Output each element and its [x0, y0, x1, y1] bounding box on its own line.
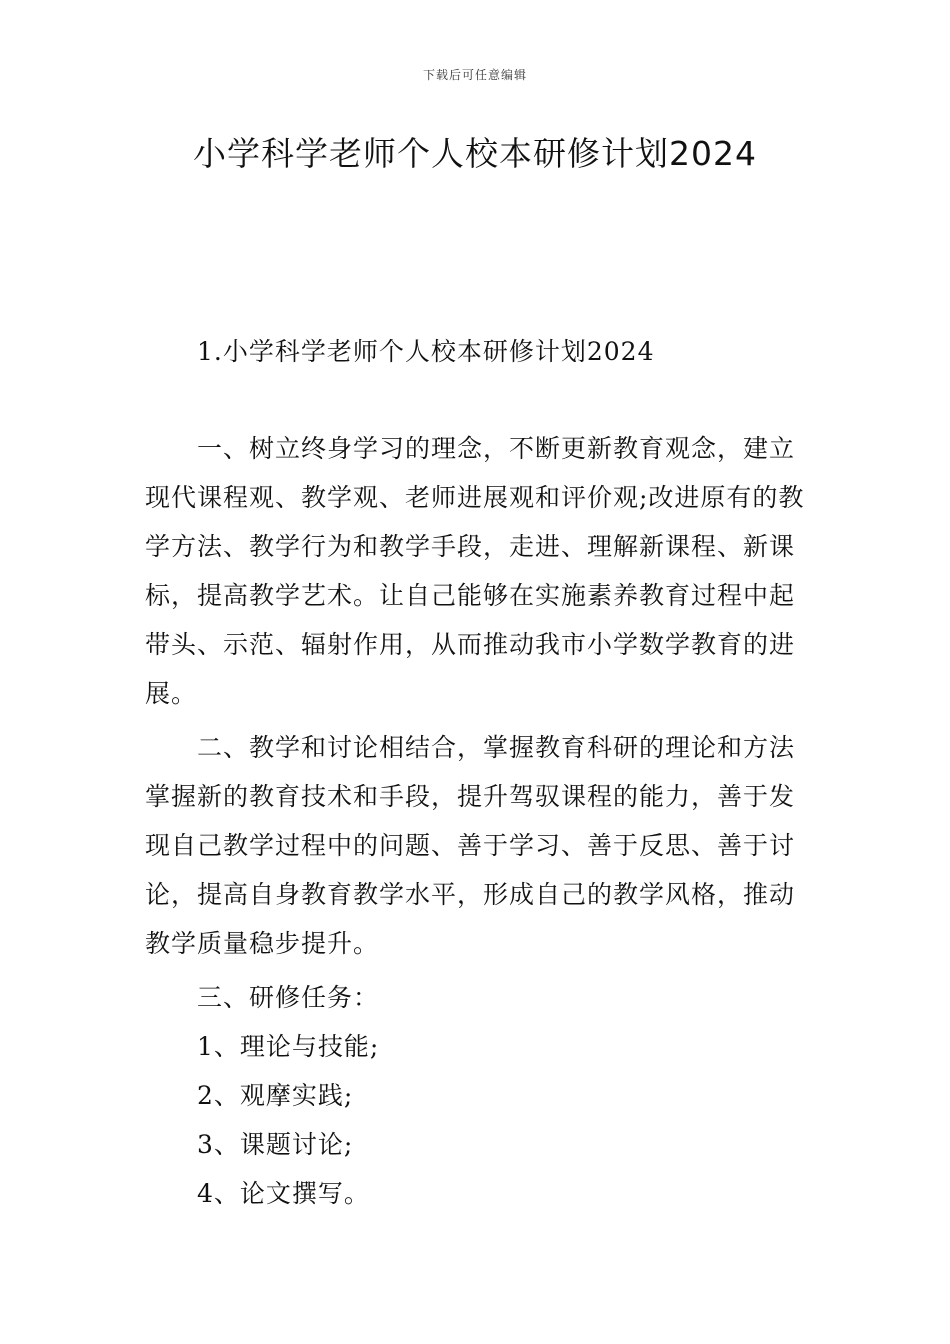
task-item-3: 3、课题讨论;: [197, 1130, 354, 1159]
tasks-heading: 三、研修任务：: [197, 983, 380, 1012]
section-heading: 1.小学科学老师个人校本研修计划2024: [197, 337, 655, 366]
paragraph-1: 一、树立终身学习的理念，不断更新教育观念，建立现代课程观、教学观、老师进展观和评价观;改进原有的教学方法、教学行为和教学手段，走进、理解新课程、新课标，提高教学艺术。让自己能够在实施素养教育过程中起带头、示范、辐射作用，从而推动我市小学数学教育的进展。: [145, 434, 805, 708]
header-note: 下载后可任意编辑: [422, 68, 527, 82]
paragraph-2: 二、教学和讨论相结合，掌握教育科研的理论和方法掌握新的教育技术和手段，提升驾驭课程的能力，善于发现自己教学过程中的问题、善于学习、善于反思、善于讨论，提高自身教育教学水平，形成自己的教学风格，推动教学质量稳步提升。: [145, 733, 796, 958]
document-title: 小学科学老师个人校本研修计划2024: [193, 134, 757, 173]
task-item-1: 1、理论与技能;: [197, 1032, 380, 1061]
task-item-2: 2、观摩实践;: [197, 1081, 354, 1110]
task-item-4: 4、论文撰写。: [197, 1179, 370, 1208]
